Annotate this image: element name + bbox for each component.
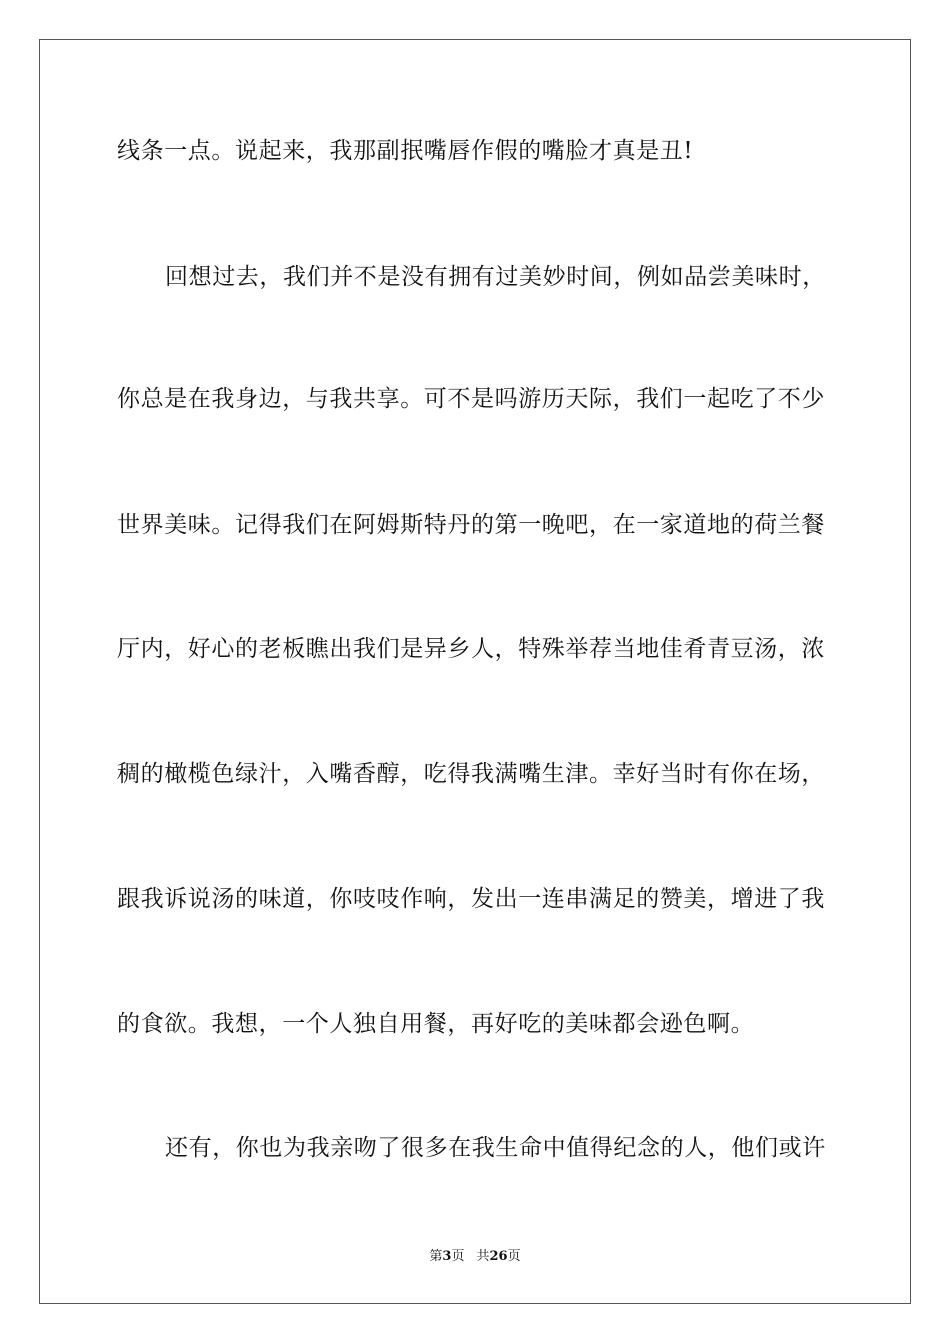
footer-page-suffix: 页	[451, 1249, 465, 1264]
text-line-7: 跟我诉说汤的味道，你吱吱作响，发出一连串满足的赞美，增进了我	[117, 886, 825, 912]
footer-page-number: 3	[442, 1249, 452, 1264]
text-line-6: 稠的橄榄色绿汁，入嘴香醇，吃得我满嘴生津。幸好当时有你在场，	[117, 761, 825, 787]
footer-page-total: 26	[489, 1249, 508, 1264]
page-border	[39, 39, 911, 1304]
text-line-2: 回想过去，我们并不是没有拥有过美妙时间，例如品尝美味时，	[165, 264, 826, 290]
page-footer	[0, 1249, 950, 1265]
text-line-5: 厅内，好心的老板瞧出我们是异乡人，特殊举荐当地佳肴青豆汤，浓	[117, 636, 825, 662]
footer-total-suffix: 页	[507, 1249, 521, 1264]
text-line-8: 的食欲。我想，一个人独自用餐，再好吃的美味都会逊色啊。	[117, 1011, 755, 1037]
text-line-9: 还有，你也为我亲吻了很多在我生命中值得纪念的人，他们或许	[165, 1135, 826, 1161]
footer-total-prefix: 共	[476, 1249, 490, 1264]
text-line-3: 你总是在我身边，与我共享。可不是吗游历天际，我们一起吃了不少	[117, 386, 825, 412]
text-line-1: 线条一点。说起来，我那副抿嘴唇作假的嘴脸才真是丑!	[117, 138, 694, 164]
footer-page-prefix: 第	[429, 1249, 443, 1264]
text-line-4: 世界美味。记得我们在阿姆斯特丹的第一晚吧，在一家道地的荷兰餐	[117, 512, 825, 538]
